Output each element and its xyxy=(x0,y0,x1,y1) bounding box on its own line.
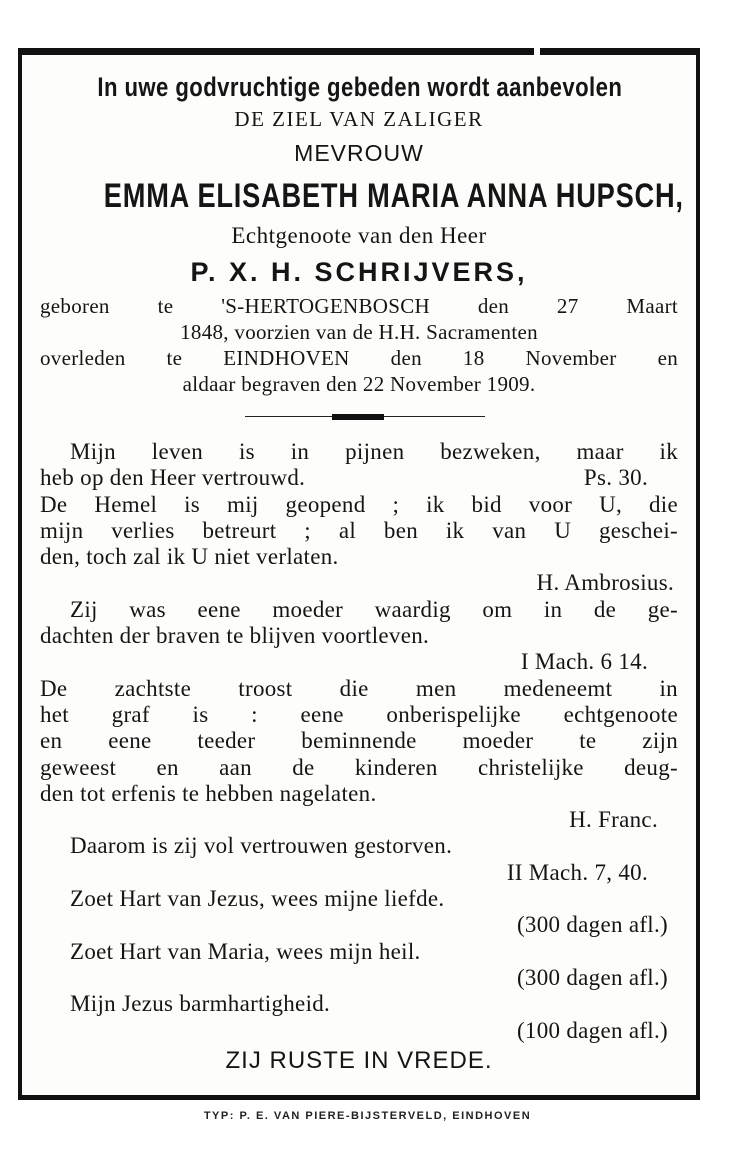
verse-line: Zij was eene moeder waardig om in de ge- xyxy=(70,596,678,622)
bio-block xyxy=(40,293,678,397)
border-gap xyxy=(534,48,540,55)
bio-line: 1848, voorzien van de H.H. Sacramenten xyxy=(180,320,538,344)
printer-imprint: TYP: P. E. VAN PIERE-BIJSTERVELD, EINDHOVEN xyxy=(203,1110,532,1122)
verse-line: en eene teeder beminnende moeder te zijn xyxy=(40,728,678,754)
verse-line: geweest en aan de kinderen christelijke deug- xyxy=(40,754,678,780)
prayer-line: Zoet Hart van Maria, wees mijn heil. xyxy=(70,938,421,964)
verse-line: Daarom is zij vol vertrouwen gestorven. xyxy=(70,833,453,859)
verse-line: mijn verlies betreurt ; al ben ik van U geschei- xyxy=(40,517,678,543)
verse-reference: H. Franc. xyxy=(569,807,658,833)
deceased-name: EMMA ELISABETH MARIA ANNA HUPSCH, xyxy=(103,177,684,215)
verse-line: heb op den Heer vertrouwd. xyxy=(40,465,306,491)
verse-reference: I Mach. 6 14. xyxy=(520,649,648,675)
closing-line: ZIJ RUSTE IN VREDE. xyxy=(225,1046,493,1074)
prayer-line: Zoet Hart van Jezus, wees mijne liefde. xyxy=(70,886,445,912)
bio-line: geboren te 'S-HERTOGENBOSCH den 27 Maart xyxy=(40,294,678,318)
verse-line: den, toch zal ik U niet verlaten. xyxy=(40,544,339,570)
spouse-label: Echtgenoote van den Heer xyxy=(231,223,487,248)
verse-line-with-ref xyxy=(40,465,678,491)
title-line: MEVROUW xyxy=(294,140,424,166)
indulgence-note: (100 dagen afl.) xyxy=(516,1017,668,1043)
verse-line: dachten der braven te blijven voortleven. xyxy=(40,623,430,649)
divider-ornament xyxy=(40,403,678,431)
verses-block xyxy=(40,439,678,1044)
spouse-name: P. X. H. SCHRIJVERS, xyxy=(190,257,528,287)
divider-bar xyxy=(332,414,384,420)
bio-line: overleden te EINDHOVEN den 18 November en xyxy=(40,346,678,370)
verse-reference: Ps. 30. xyxy=(583,465,648,491)
verse-reference: II Mach. 7, 40. xyxy=(506,859,648,885)
verse-line: De zachtste troost die men medeneemt in xyxy=(40,675,678,701)
indulgence-note: (300 dagen afl.) xyxy=(516,912,668,938)
soul-line: DE ZIEL VAN ZALIGER xyxy=(234,107,484,131)
prayer-line: Mijn Jezus barmhartigheid. xyxy=(70,991,331,1017)
card-content xyxy=(40,69,684,1078)
indulgence-note: (300 dagen afl.) xyxy=(516,964,668,990)
intro-line: In uwe godvruchtige gebeden wordt aanbevolen xyxy=(97,72,623,102)
memorial-card xyxy=(18,48,700,1100)
verse-line: den tot erfenis te hebben nagelaten. xyxy=(40,780,377,806)
verse-line: Mijn leven is in pijnen bezweken, maar ik xyxy=(70,439,678,464)
verse-line: De Hemel is mij geopend ; ik bid voor U, die xyxy=(40,491,678,517)
bio-line: aldaar begraven den 22 November 1909. xyxy=(182,372,536,396)
verse-reference: H. Ambrosius. xyxy=(536,570,674,596)
verse-line: het graf is : eene onberispelijke echtgenoote xyxy=(40,701,678,727)
